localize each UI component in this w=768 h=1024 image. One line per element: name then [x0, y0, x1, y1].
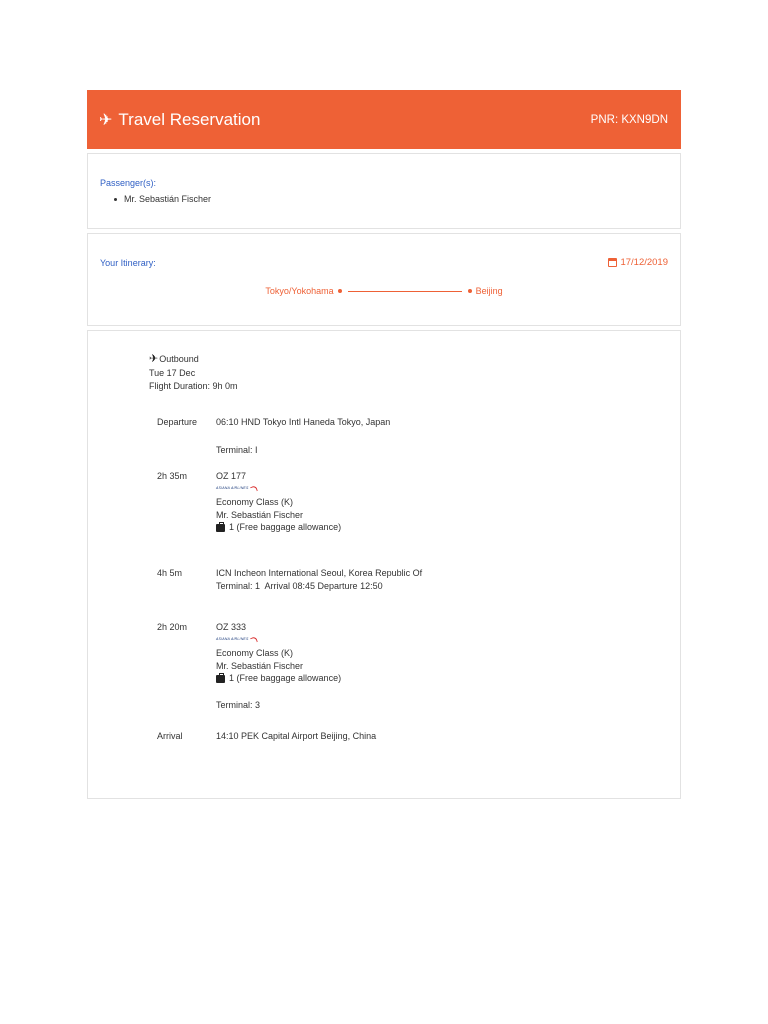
route-line: [348, 291, 462, 292]
airline-wordmark: ASIANA AIRLINES: [216, 486, 249, 491]
layover-info: [216, 567, 422, 593]
route-summary: [88, 286, 680, 296]
airline-swoosh-icon: [250, 485, 258, 493]
outbound-summary: [149, 353, 238, 394]
plane-icon: ✈: [99, 111, 113, 129]
airline-wordmark: ASIANA AIRLINES: [216, 637, 249, 642]
passengers-label: Passenger(s):: [100, 178, 157, 188]
segment1-info: [216, 470, 341, 534]
passenger-list: [114, 194, 211, 204]
segment2-flight: OZ 333: [216, 622, 247, 632]
segment2-baggage-text: 1 (Free baggage allowance): [229, 673, 342, 684]
departure-terminal: Terminal: I: [216, 444, 258, 455]
segment2-duration: 2h 20m: [157, 622, 188, 632]
reservation-header: [87, 90, 681, 149]
arrival-text: 14:10 PEK Capital Airport Beijing, China: [216, 731, 377, 741]
layover-airport: ICN Incheon International Seoul, Korea Republic Of: [216, 568, 423, 578]
flight-details-card: [87, 330, 681, 799]
segment2-info: [216, 621, 341, 712]
passengers-card: [87, 153, 681, 229]
departure-label: Departure: [157, 417, 198, 427]
segment1-cabin: Economy Class (K): [216, 496, 294, 507]
segment2-passenger: Mr. Sebastián Fischer: [216, 660, 304, 671]
pnr-code: PNR: KXN9DN: [590, 113, 668, 126]
page-title: Travel Reservation: [118, 109, 261, 129]
calendar-icon: [608, 258, 617, 267]
segment1-passenger: Mr. Sebastián Fischer: [216, 509, 304, 520]
segment1-flight: OZ 177: [216, 471, 247, 481]
suitcase-icon: [216, 524, 225, 532]
destination-dot: [468, 289, 472, 293]
bullet-icon: [114, 198, 117, 201]
segment1-baggage-text: 1 (Free baggage allowance): [229, 522, 342, 533]
outbound-date: Tue 17 Dec: [149, 367, 196, 378]
flight-duration: Flight Duration: 9h 0m: [149, 381, 238, 391]
airline-logo: [216, 636, 341, 644]
route-destination: Beijing: [475, 286, 503, 296]
itinerary-label: Your Itinerary:: [100, 258, 156, 268]
itinerary-date: [608, 257, 668, 268]
departure-text: 06:10 HND Tokyo Intl Haneda Tokyo, Japan: [216, 417, 391, 427]
segment2-baggage: [216, 672, 341, 685]
layover-duration: 4h 5m: [157, 568, 183, 578]
passenger-name: Mr. Sebastián Fischer: [124, 194, 212, 204]
origin-dot: [338, 289, 342, 293]
layover-details: Terminal: 1 Arrival 08:45 Departure 12:50: [216, 580, 383, 591]
departure-info: [216, 416, 390, 457]
segment2-terminal: Terminal: 3: [216, 700, 261, 711]
airline-logo: [216, 485, 341, 493]
plane-icon: ✈: [149, 353, 159, 365]
segment1-baggage: [216, 521, 341, 534]
airline-swoosh-icon: [250, 636, 258, 644]
segment2-cabin: Economy Class (K): [216, 647, 294, 658]
outbound-label: Outbound: [159, 354, 199, 364]
header-title-group: [99, 110, 260, 130]
arrival-label: Arrival: [157, 731, 183, 741]
itinerary-date-text: 17/12/2019: [620, 257, 668, 268]
segment1-duration: 2h 35m: [157, 471, 188, 481]
outbound-title: [149, 353, 238, 367]
passenger-item: [114, 194, 211, 204]
route-origin: Tokyo/Yokohama: [265, 286, 334, 296]
suitcase-icon: [216, 675, 225, 683]
itinerary-card: [87, 233, 681, 326]
